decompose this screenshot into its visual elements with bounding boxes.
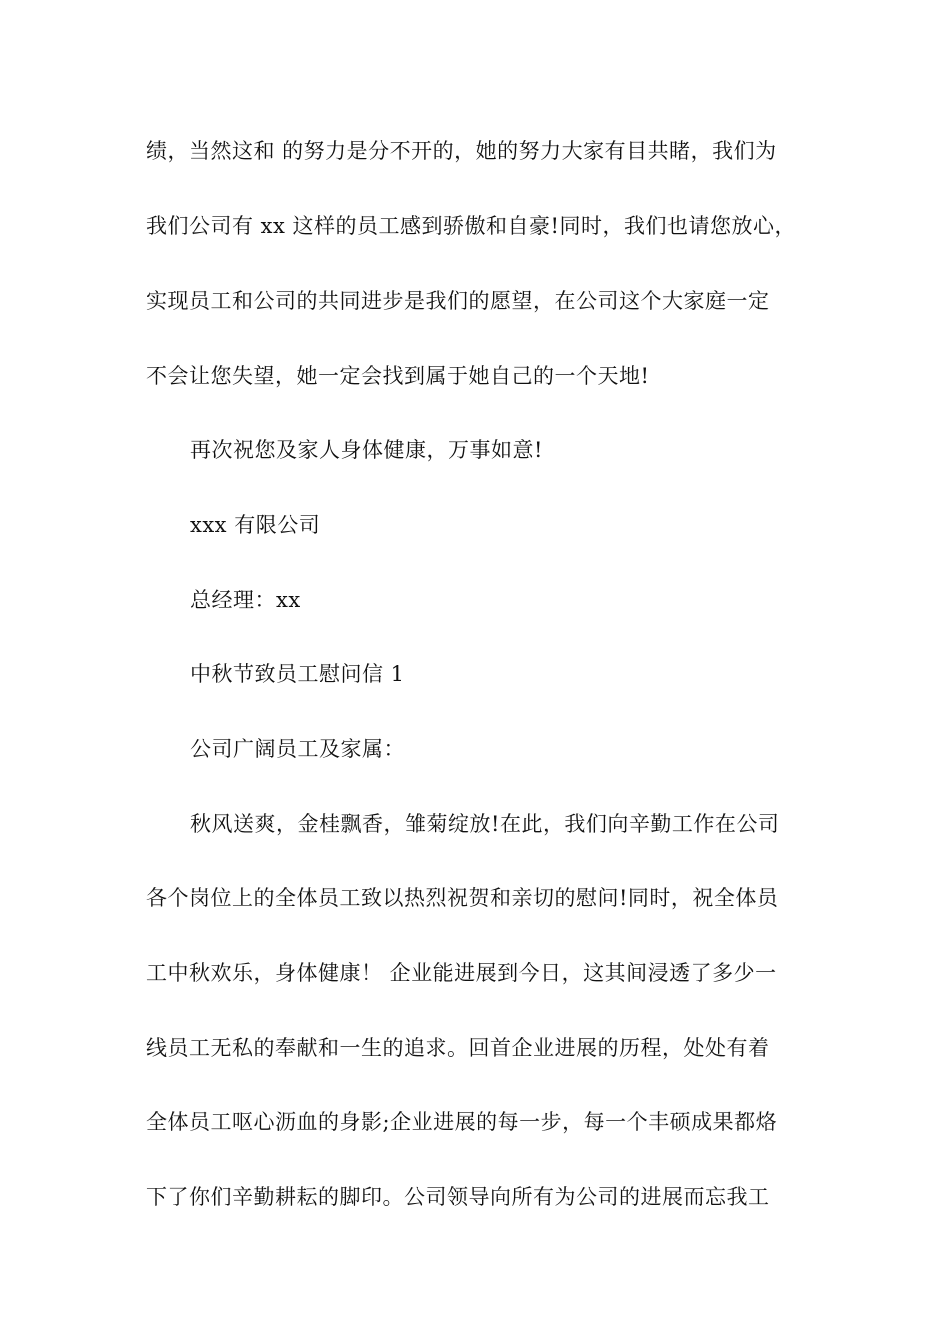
letter-title: 中秋节致员工慰问信 1 <box>190 662 405 686</box>
manager-signature: 总经理：xx <box>190 588 301 612</box>
company-signature: xxx 有限公司 <box>190 513 321 537</box>
closing-wish: 再次祝您及家人身体健康，万事如意! <box>190 438 543 462</box>
paragraph-line: 我们公司有 xx 这样的员工感到骄傲和自豪!同时，我们也请您放心， <box>146 214 796 238</box>
salutation: 公司广阔员工及家属： <box>190 737 405 761</box>
paragraph-line: 不会让您失望，她一定会找到属于她自己的一个天地! <box>146 364 650 388</box>
paragraph-line: 工中秋欢乐，身体健康！ 企业能进展到今日，这其间浸透了多少一 <box>146 961 777 985</box>
paragraph-line: 全体员工呕心沥血的身影;企业进展的每一步，每一个丰硕成果都烙 <box>146 1110 778 1134</box>
paragraph-line: 下了你们辛勤耕耘的脚印。公司领导向所有为公司的进展而忘我工 <box>146 1185 770 1209</box>
paragraph-line: 线员工无私的奉献和一生的追求。回首企业进展的历程，处处有着 <box>146 1036 770 1060</box>
paragraph-line: 实现员工和公司的共同进步是我们的愿望，在公司这个大家庭一定 <box>146 289 770 313</box>
paragraph-line: 秋风送爽，金桂飘香，雏菊绽放!在此，我们向辛勤工作在公司 <box>190 812 780 836</box>
paragraph-line: 绩，当然这和 的努力是分不开的，她的努力大家有目共睹，我们为 <box>146 139 777 163</box>
paragraph-line: 各个岗位上的全体员工致以热烈祝贺和亲切的慰问!同时，祝全体员 <box>146 886 779 910</box>
